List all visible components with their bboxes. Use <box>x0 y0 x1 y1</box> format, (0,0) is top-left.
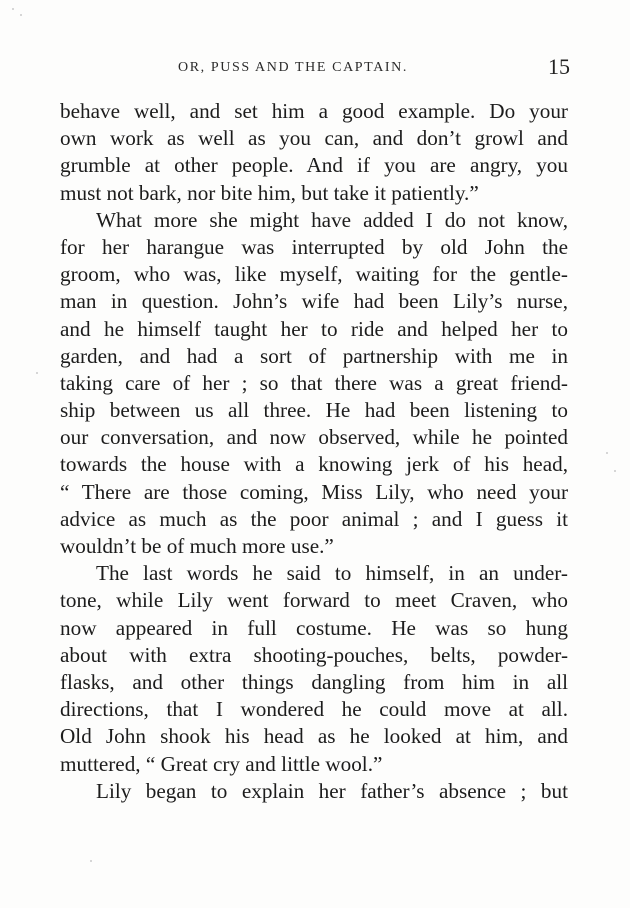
text-line: Old John shook his head as he looked at him, and <box>60 724 568 749</box>
paper-speck <box>36 372 38 374</box>
text-line: muttered, “ Great cry and little wool.” <box>60 751 383 776</box>
text-line: for her harangue was interrupted by old John the <box>60 234 568 259</box>
text-line: tone, while Lily went forward to meet Craven, who <box>60 588 568 613</box>
paper-speck <box>90 860 92 862</box>
text-line: man in question. John’s wife had been Lily’s nurse, <box>60 289 568 314</box>
text-line: own work as well as you can, and don’t growl and <box>60 126 568 151</box>
text-line: must not bark, nor bite him, but take it patiently.” <box>60 180 479 205</box>
body-text <box>60 98 568 805</box>
text-line: groom, who was, like myself, waiting for the gentle- <box>60 262 568 287</box>
text-line: towards the house with a knowing jerk of his head, <box>60 452 568 477</box>
text-line: What more she might have added I do not know, <box>96 207 568 232</box>
text-line: advice as much as the poor animal ; and I guess it <box>60 506 568 531</box>
text-line: taking care of her ; so that there was a great friend- <box>60 370 568 395</box>
page-number: 15 <box>548 54 570 79</box>
running-header <box>60 56 570 80</box>
text-line: behave well, and set him a good example. Do your <box>60 99 568 123</box>
paper-speck <box>20 14 22 16</box>
text-line: wouldn’t be of much more use.” <box>60 534 334 558</box>
text-line: “ There are those coming, Miss Lily, who need your <box>60 479 568 504</box>
text-line: and he himself taught her to ride and helped her to <box>60 316 568 341</box>
paper-speck <box>12 8 14 10</box>
text-line: Lily began to explain her father’s absence ; but <box>96 778 568 803</box>
paper-speck <box>614 470 616 472</box>
text-line: grumble at other people. And if you are angry, you <box>60 153 568 178</box>
text-line: about with extra shooting-pouches, belts, powder- <box>60 642 568 667</box>
text-line: garden, and had a sort of partnership with me in <box>60 343 568 368</box>
text-line: directions, that I wondered he could move at all. <box>60 697 568 722</box>
text-line: The last words he said to himself, in an under- <box>96 561 568 586</box>
paper-speck <box>606 452 608 454</box>
running-title: OR, PUSS AND THE CAPTAIN. <box>178 60 408 75</box>
text-line: flasks, and other things dangling from him in all <box>60 669 568 694</box>
text-line: ship between us all three. He had been listening to <box>60 398 568 423</box>
text-line: our conversation, and now observed, while he pointed <box>60 425 568 450</box>
text-line: now appeared in full costume. He was so hung <box>60 615 568 640</box>
